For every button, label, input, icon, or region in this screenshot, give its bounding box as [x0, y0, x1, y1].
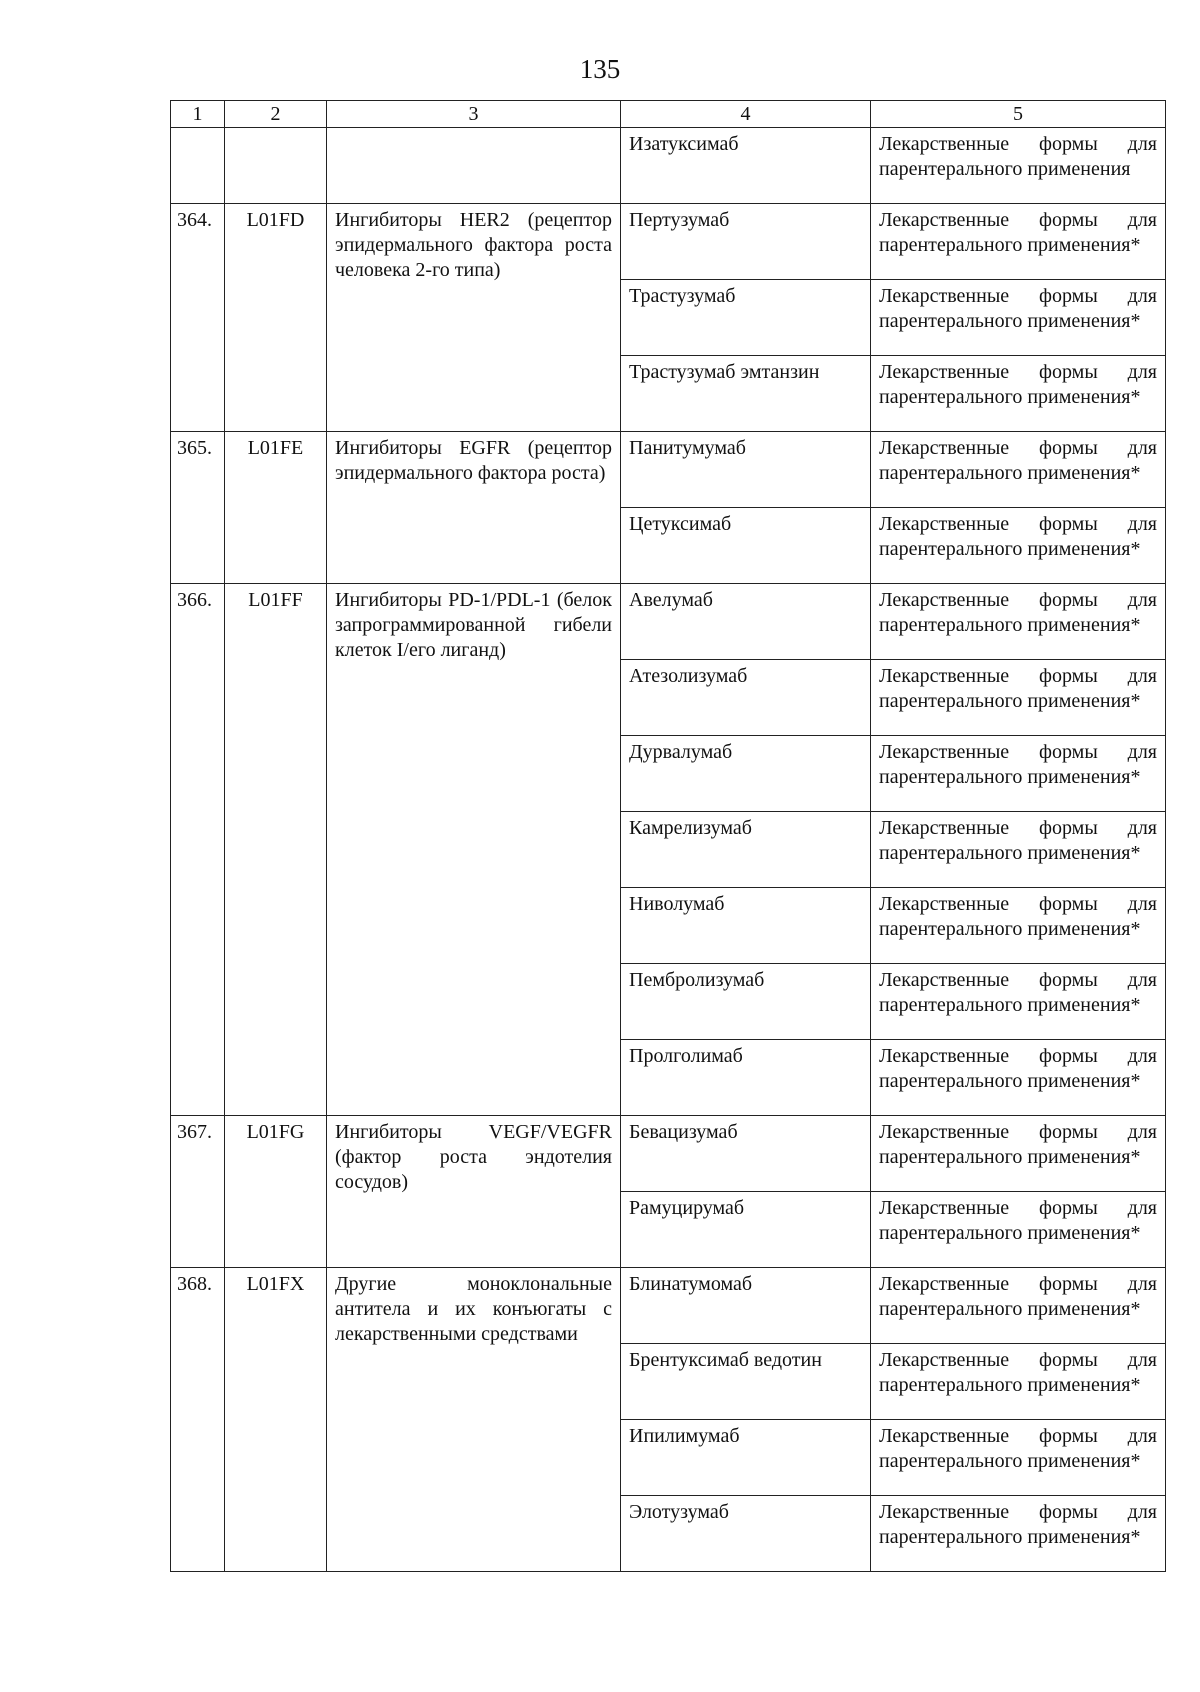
dosage-form-cell: Лекарственные формы для парентерального применения*	[871, 1268, 1166, 1344]
group-name-cell: Ингибиторы PD-1/PDL-1 (белок запрограммированной гибели клеток I/его лиганд)	[327, 584, 621, 1116]
number-cell: 366.	[171, 584, 225, 1116]
drug-cell: Камрелизумаб	[621, 812, 871, 888]
dosage-form-cell: Лекарственные формы для парентерального применения*	[871, 1192, 1166, 1268]
continuation-row	[171, 128, 1166, 204]
drug-cell: Пертузумаб	[621, 204, 871, 280]
dosage-form-cell: Лекарственные формы для парентерального применения*	[871, 280, 1166, 356]
drug-cell: Ниволумаб	[621, 888, 871, 964]
dosage-form-cell: Лекарственные формы для парентерального применения*	[871, 1344, 1166, 1420]
number-cell	[171, 128, 225, 204]
dosage-form-cell: Лекарственные формы для парентерального применения*	[871, 1040, 1166, 1116]
table-row	[171, 584, 1166, 660]
number-cell: 364.	[171, 204, 225, 432]
number-cell: 368.	[171, 1268, 225, 1572]
header-cell-3: 3	[327, 101, 621, 128]
drug-cell: Дурвалумаб	[621, 736, 871, 812]
group-name-cell: Ингибиторы EGFR (рецептор эпидермального фактора роста)	[327, 432, 621, 584]
dosage-form-cell: Лекарственные формы для парентерального применения*	[871, 964, 1166, 1040]
dosage-form-cell: Лекарственные формы для парентерального применения*	[871, 1116, 1166, 1192]
drug-cell: Атезолизумаб	[621, 660, 871, 736]
number-cell: 365.	[171, 432, 225, 584]
dosage-form-cell: Лекарственные формы для парентерального применения*	[871, 432, 1166, 508]
drug-cell: Брентуксимаб ведотин	[621, 1344, 871, 1420]
drug-cell: Бевацизумаб	[621, 1116, 871, 1192]
drug-cell: Цетуксимаб	[621, 508, 871, 584]
dosage-form-cell: Лекарственные формы для парентерального применения*	[871, 356, 1166, 432]
drug-cell: Ипилимумаб	[621, 1420, 871, 1496]
page-number: 135	[579, 54, 621, 84]
drug-cell: Авелумаб	[621, 584, 871, 660]
dosage-form-cell: Лекарственные формы для парентерального применения*	[871, 736, 1166, 812]
dosage-form-cell: Лекарственные формы для парентерального применения*	[871, 204, 1166, 280]
drug-cell: Рамуцирумаб	[621, 1192, 871, 1268]
dosage-form-cell: Лекарственные формы для парентерального применения	[871, 128, 1166, 204]
atc-code-cell: L01FD	[225, 204, 327, 432]
group-name-cell: Ингибиторы HER2 (рецептор эпидермального фактора роста человека 2-го типа)	[327, 204, 621, 432]
dosage-form-cell: Лекарственные формы для парентерального применения*	[871, 584, 1166, 660]
group-name-cell: Другие моноклональные антитела и их конъюгаты с лекарственными средствами	[327, 1268, 621, 1572]
drug-cell: Трастузумаб эмтанзин	[621, 356, 871, 432]
code-cell	[225, 128, 327, 204]
drug-cell: Пролголимаб	[621, 1040, 871, 1116]
table-row	[171, 1116, 1166, 1192]
dosage-form-cell: Лекарственные формы для парентерального применения*	[871, 1420, 1166, 1496]
header-cell-2: 2	[225, 101, 327, 128]
atc-code-cell: L01FE	[225, 432, 327, 584]
table-row	[171, 432, 1166, 508]
drug-cell: Элотузумаб	[621, 1496, 871, 1572]
dosage-form-cell: Лекарственные формы для парентерального применения*	[871, 660, 1166, 736]
header-cell-1: 1	[171, 101, 225, 128]
atc-code-cell: L01FX	[225, 1268, 327, 1572]
drug-cell: Трастузумаб	[621, 280, 871, 356]
atc-code-cell: L01FF	[225, 584, 327, 1116]
drug-cell: Панитумумаб	[621, 432, 871, 508]
header-cell-4: 4	[621, 101, 871, 128]
dosage-form-cell: Лекарственные формы для парентерального применения*	[871, 1496, 1166, 1572]
drug-cell: Блинатумомаб	[621, 1268, 871, 1344]
drug-cell: Изатуксимаб	[621, 128, 871, 204]
table-row	[171, 204, 1166, 280]
header-row	[171, 101, 1166, 128]
drug-cell: Пембролизумаб	[621, 964, 871, 1040]
number-cell: 367.	[171, 1116, 225, 1268]
dosage-form-cell: Лекарственные формы для парентерального применения*	[871, 888, 1166, 964]
atc-code-cell: L01FG	[225, 1116, 327, 1268]
dosage-form-cell: Лекарственные формы для парентерального применения*	[871, 508, 1166, 584]
table-row	[171, 1268, 1166, 1344]
table-body	[171, 128, 1166, 1572]
group-cell	[327, 128, 621, 204]
group-name-cell: Ингибиторы VEGF/VEGFR (фактор роста эндотелия сосудов)	[327, 1116, 621, 1268]
drug-table	[170, 100, 1166, 1572]
header-cell-5: 5	[871, 101, 1166, 128]
dosage-form-cell: Лекарственные формы для парентерального применения*	[871, 812, 1166, 888]
